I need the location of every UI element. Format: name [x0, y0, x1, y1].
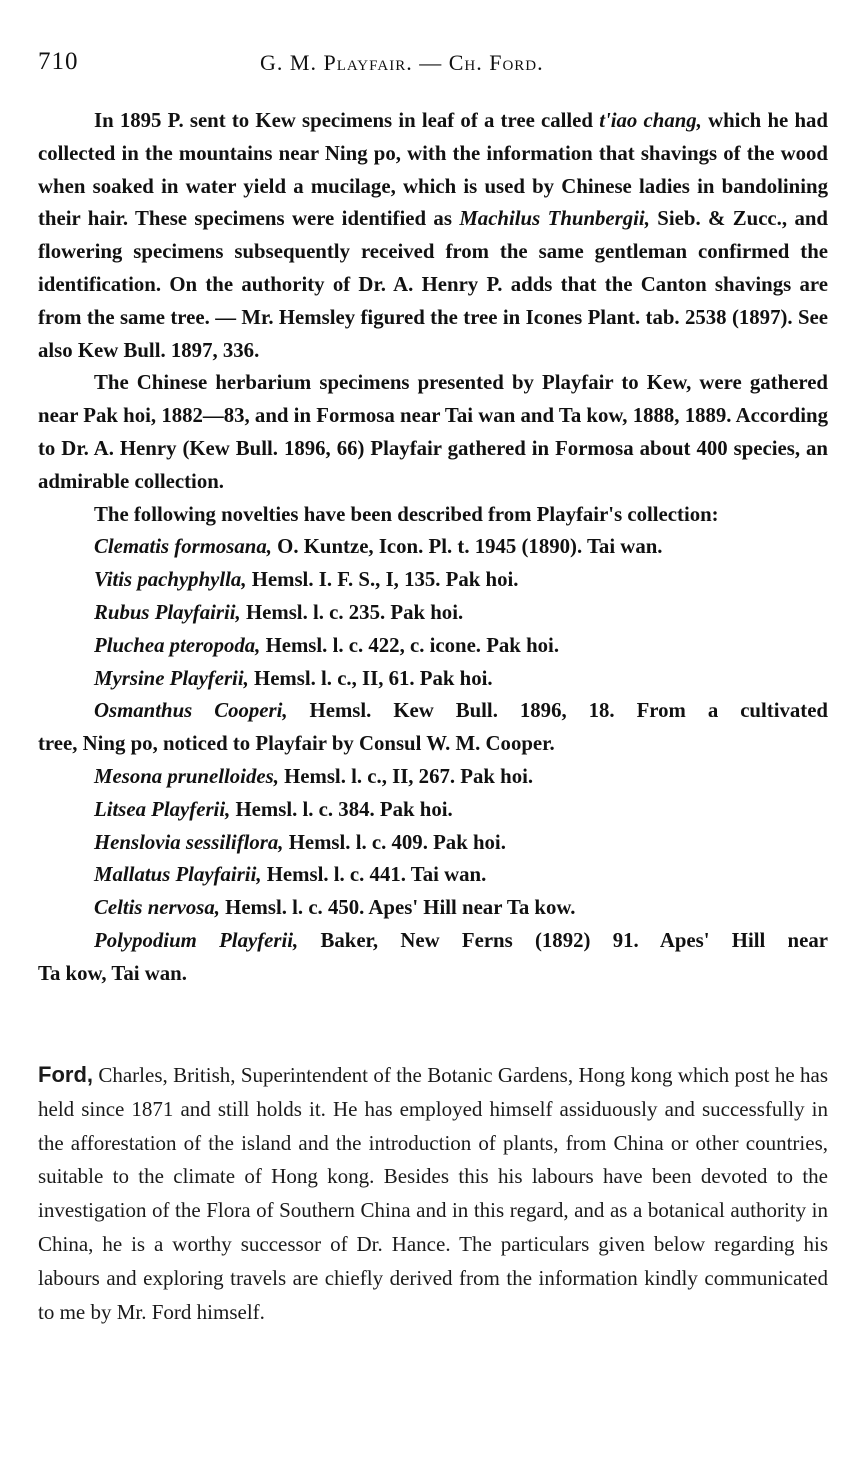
text-run: which he had collected in the mountains near Ning po, with the information that shavings of the wood when soaked in water yield a mucilage, which is used by Chinese ladies in bandolining their hair. These specimens were identified as — [38, 109, 828, 231]
novelty-item — [38, 597, 828, 630]
citation: Hemsl. l. c. 409. Pak hoi. — [283, 830, 506, 854]
species-name: Mesona prunelloides, — [94, 764, 279, 788]
novelty-item — [38, 630, 828, 663]
species-name: Polypodium Playferii, — [94, 928, 299, 952]
citation: Hemsl. Kew Bull. 1896, 18. From a cultivated — [287, 699, 828, 723]
species-name: Henslovia sessiliflora, — [94, 830, 284, 854]
playfair-section — [38, 105, 828, 991]
citation: Hemsl. l. c., II, 61. Pak hoi. — [248, 666, 493, 690]
novelties-intro: The following novelties have been described from Playfair's collection: — [94, 502, 719, 526]
citation: Hemsl. l. c. 384. Pak hoi. — [230, 797, 453, 821]
running-head-period: . — [537, 50, 544, 75]
citation: Hemsl. l. c., II, 267. Pak hoi. — [278, 764, 534, 788]
species-name: Litsea Playferii, — [94, 797, 231, 821]
citation: O. Kuntze, Icon. Pl. t. 1945 (1890). Tai wan. — [271, 535, 663, 559]
running-head-initials: G. M. — [260, 50, 324, 75]
citation: Baker, New Ferns (1892) 91. Apes' Hill near — [298, 928, 828, 952]
ford-section — [38, 1058, 828, 1329]
text-run: Sieb. & Zucc., and flowering specimens subsequently received from the same gentleman confirmed the identification. On the authority of Dr. A. Henry P. adds that the Canton shavings are from the same tree. — Mr. Hemsley figured the tree in Icones Plant. tab. 2538 (1897). See also Kew Bull. 1897, 336. — [38, 207, 828, 362]
species-name: Clematis formosana, — [94, 535, 272, 559]
novelty-item-continuation: Ta kow, Tai wan. — [38, 961, 187, 985]
entry-text: Charles, British, Superintendent of the Botanic Gardens, Hong kong which post he has held since 1871 and still holds it. He has employed himself assiduously and successfully in the afforestation of the island and the introduction of plants, from China or other countries, suitable to the climate of Hong kong. Besides this his labours have been devoted to the investigation of the Flora of Southern China and in this regard, and as a botanical authority in China, he is a worthy successor of Dr. Hance. The particulars given below regarding his labours and exploring travels are chiefly derived from the information kindly communicated to me by Mr. Ford himself. — [38, 1063, 828, 1324]
novelty-item — [38, 794, 828, 827]
species-name: Myrsine Playferii, — [94, 666, 249, 690]
species-name: Celtis nervosa, — [94, 896, 220, 920]
running-header — [38, 48, 828, 84]
species-name: Rubus Playfairii, — [94, 600, 241, 624]
species-name: Mallatus Playfairii, — [94, 863, 262, 887]
novelty-item — [38, 564, 828, 597]
species-name: Vitis pachyphylla, — [94, 568, 247, 592]
citation: Hemsl. l. c. 235. Pak hoi. — [240, 600, 464, 624]
species-name: Machilus Thunbergii, — [459, 207, 650, 231]
text-run: In 1895 P. sent to Kew specimens in leaf of a tree called — [94, 109, 600, 132]
paragraph-tiao-chang — [38, 105, 828, 367]
novelty-item-continuation: tree, Ning po, noticed to Playfair by Consul W. M. Cooper. — [38, 732, 555, 756]
ford-entry — [38, 1058, 828, 1329]
running-head-playfair: Playfair — [323, 50, 407, 75]
entry-name: Ford, — [38, 1062, 93, 1087]
novelty-item — [38, 761, 828, 794]
citation: Hemsl. l. c. 450. Apes' Hill near Ta kow. — [219, 896, 576, 920]
species-name: Pluchea pteropoda, — [94, 633, 261, 657]
novelty-item — [38, 695, 828, 728]
novelty-item — [38, 892, 828, 925]
species-name: Osmanthus Cooperi, — [94, 699, 288, 723]
citation: Hemsl. l. c. 441. Tai wan. — [261, 863, 487, 887]
paragraph-herbarium: The Chinese herbarium specimens presented by Playfair to Kew, were gathered near Pak hoi, 1882—83, and in Formosa near Tai wan and Ta kow, 1888, 1889. According to Dr. A. Henry (Kew Bull. 1896, 66) Playfair gathered in Formosa about 400 species, an admirable collection. — [38, 371, 828, 493]
running-head-separator: . — — [406, 50, 449, 75]
running-head — [260, 50, 544, 76]
novelty-item — [38, 531, 828, 564]
running-head-ford: Ch. Ford — [448, 50, 538, 75]
novelty-item — [38, 663, 828, 696]
chinese-name: t'iao chang, — [599, 109, 702, 132]
citation: Hemsl. l. c. 422, c. icone. Pak hoi. — [260, 633, 560, 657]
citation: Hemsl. I. F. S., I, 135. Pak hoi. — [246, 568, 519, 592]
page-number: 710 — [38, 48, 79, 75]
novelty-item — [38, 859, 828, 892]
novelty-item — [38, 925, 828, 958]
novelty-item — [38, 827, 828, 860]
